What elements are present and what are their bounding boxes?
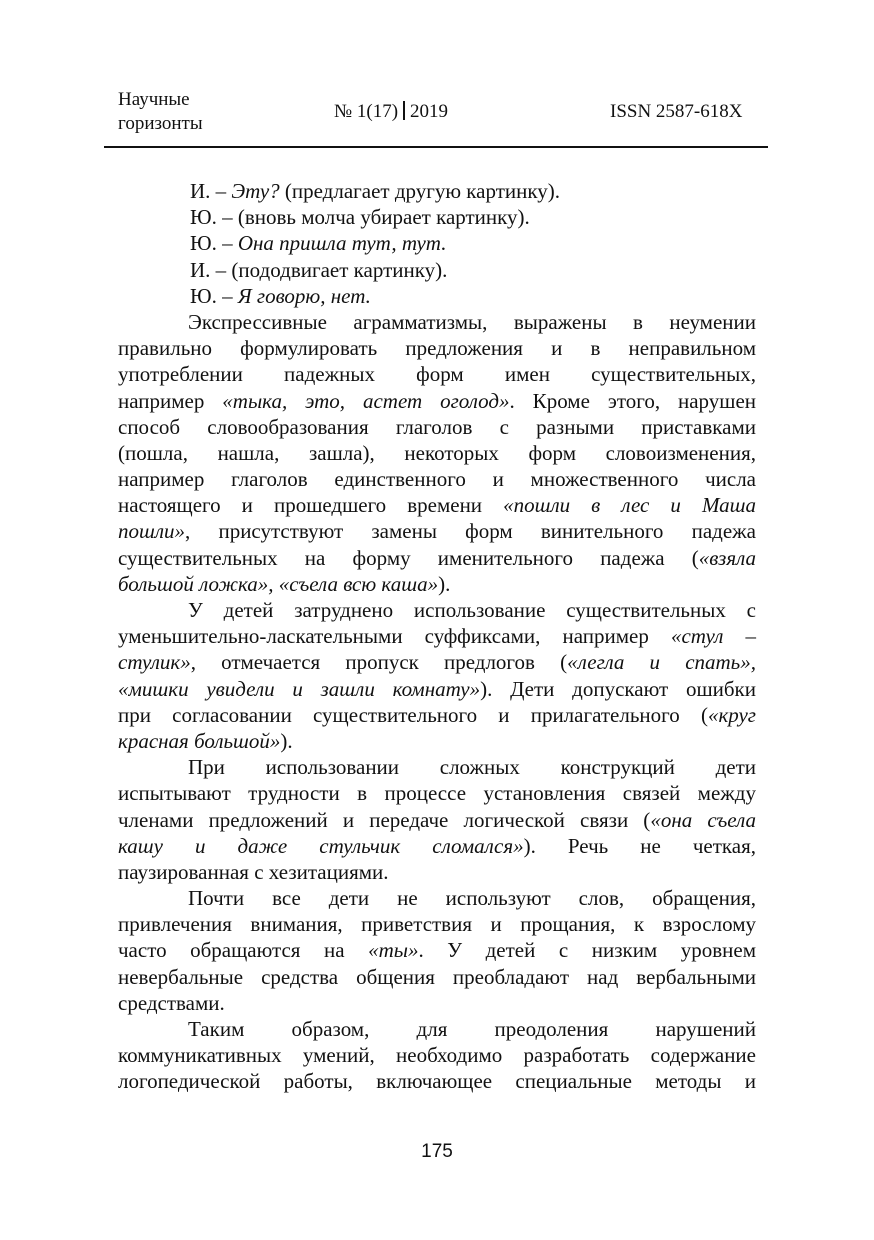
text-line: красная большой»). — [118, 728, 293, 753]
article-body — [118, 178, 756, 1095]
dialogue-line: И. – Эту? (предлагает другую картинку). — [190, 179, 561, 203]
text-line: стулик», отмечается пропуск предлогов («легла и спать», — [118, 650, 756, 675]
text-line: правильно формулировать предложения и в неправильном — [118, 336, 756, 361]
text-line: существительных на форму именительного падежа («взяла — [118, 545, 756, 570]
text-line: Почти все дети не используют слов, обращения, — [188, 886, 756, 911]
text-line: например «тыка, это, астет оголод». Кроме этого, нарушен — [118, 388, 757, 413]
text-line: уменьшительно-ласкательными суффиксами, например «стул – — [118, 624, 756, 649]
paragraph-diminutives — [118, 597, 756, 754]
dialogue-line: Ю. – (вновь молча убирает картинку). — [190, 205, 530, 230]
paragraph-conclusion — [118, 1016, 756, 1095]
text-line: например глаголов единственного и множественного числа — [118, 467, 756, 492]
text-line: (пошла, нашла, зашла), некоторых форм словоизменения, — [118, 440, 756, 465]
journal-title-line-1: Научные — [118, 89, 190, 110]
text-line: испытывают трудности в процессе установления связей между — [118, 781, 756, 806]
text-line: логопедической работы, включающее специальные методы и — [118, 1069, 756, 1094]
text-line: часто обращаются на «ты». У детей с низким уровнем — [118, 938, 757, 963]
header-rule — [104, 146, 768, 148]
text-line: У детей затруднено использование существительных с — [188, 598, 756, 622]
text-line: «мишки увидели и зашли комнату»). Дети допускают ошибки — [118, 676, 756, 701]
issue-number: № 1(17) — [334, 101, 399, 122]
text-line: Таким образом, для преодоления нарушений — [188, 1017, 756, 1041]
text-line: невербальные средства общения преобладают над вербальными — [118, 964, 756, 989]
dialogue-line: Ю. – Она пришла тут, тут. — [190, 231, 447, 256]
text-line: При использовании сложных конструкций дети — [188, 755, 756, 780]
text-line: большой ложка», «съела всю каша»). — [118, 571, 451, 596]
text-line: кашу и даже стульчик сломался»). Речь не четкая, — [118, 833, 756, 858]
text-line: членами предложений и передаче логической связи («она съела — [118, 807, 757, 832]
text-line: привлечения внимания, приветствия и прощания, к взрослому — [118, 912, 756, 937]
issue-info — [334, 100, 448, 124]
paragraph-communication — [118, 885, 756, 1016]
journal-title — [118, 88, 203, 136]
text-line: паузированная с хезитациями. — [118, 859, 389, 884]
text-line: пошли», присутствуют замены форм винительного падежа — [118, 519, 756, 544]
journal-title-line-2: горизонты — [118, 113, 203, 134]
text-line: коммуникативных умений, необходимо разработать содержание — [118, 1043, 756, 1068]
paragraph-agrammatisms — [118, 309, 756, 597]
text-line: употреблении падежных форм имен существительных, — [118, 362, 756, 387]
text-line: при согласовании существительного и прилагательного («круг — [118, 702, 756, 727]
issue-year: 2019 — [410, 101, 449, 122]
text-line: средствами. — [118, 990, 225, 1015]
page-header — [0, 0, 874, 150]
page-number: 175 — [421, 1141, 453, 1162]
dialogue-line: Ю. – Я говорю, нет. — [190, 283, 371, 308]
text-line: Экспрессивные аграмматизмы, выражены в неумении — [188, 309, 756, 334]
text-line: способ словообразования глаголов с разными приставками — [118, 414, 756, 439]
paragraph-complex-constructions — [118, 754, 756, 885]
issn: ISSN 2587-618X — [610, 101, 743, 122]
issue-separator — [403, 101, 405, 120]
dialogue-line: И. – (пододвигает картинку). — [190, 257, 448, 282]
text-line: настоящего и прошедшего времени «пошли в лес и Маша — [118, 493, 756, 518]
